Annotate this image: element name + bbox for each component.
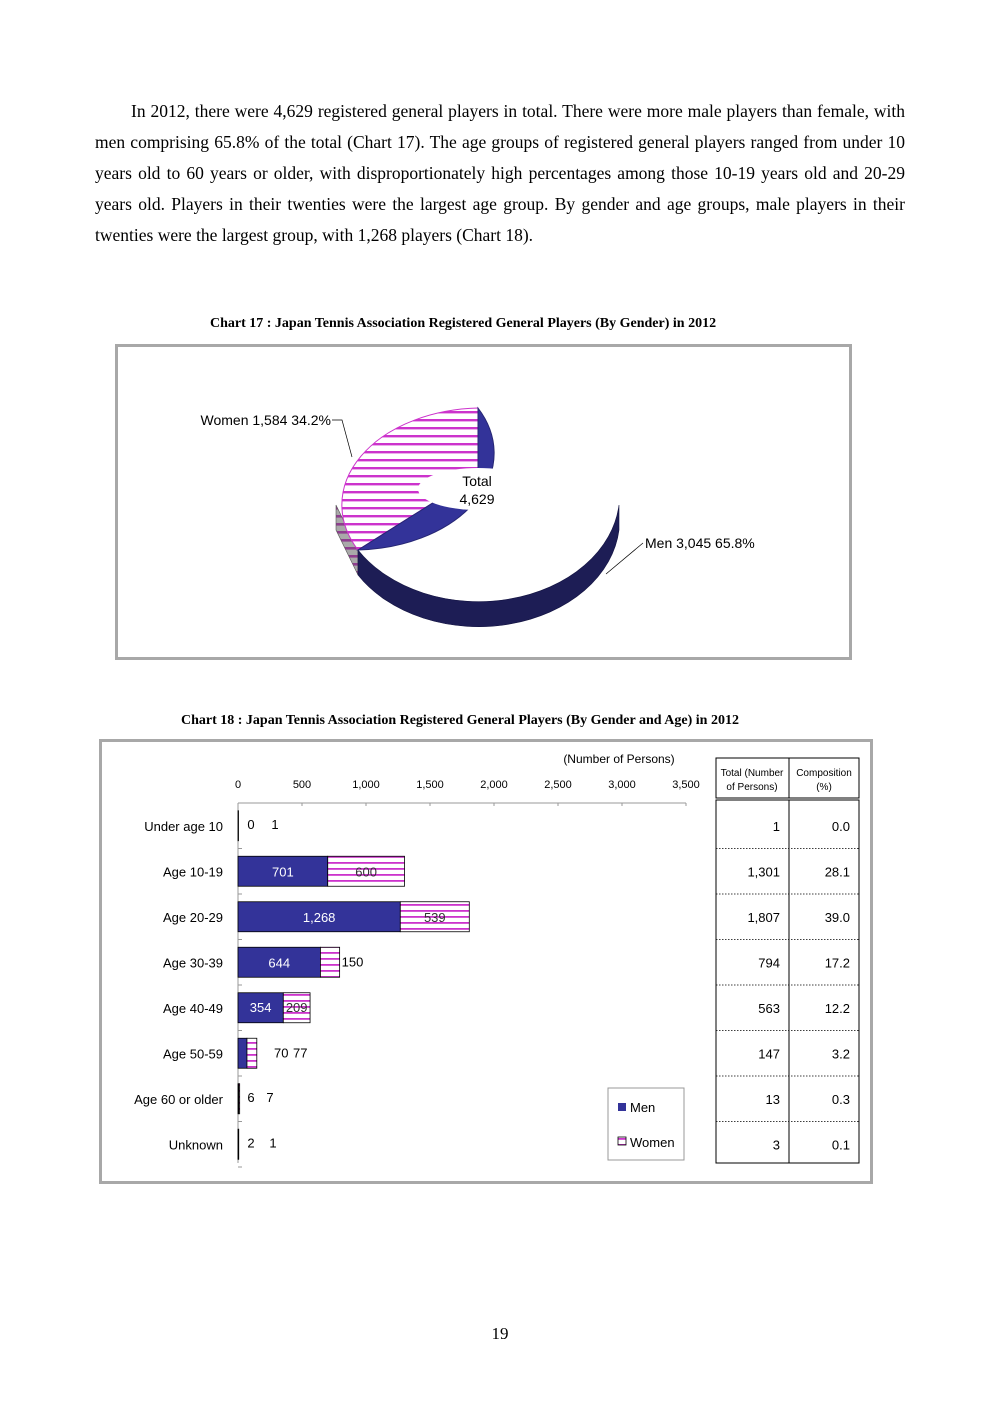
table-total-cell: 147	[758, 1046, 780, 1062]
bar-women	[238, 1129, 239, 1159]
category-label: Age 50-59	[163, 1046, 223, 1062]
chart17-caption: Chart 17 : Japan Tennis Association Registered General Players (By Gender) in 2012	[210, 316, 717, 331]
table-composition-cell: 28.1	[824, 864, 850, 880]
legend-women-label: Women	[630, 1135, 675, 1150]
bar-label-men: 2	[247, 1135, 255, 1151]
bar-women	[320, 947, 339, 977]
bar-label-men: 70	[274, 1045, 289, 1061]
donut-total-value: 4,629	[459, 491, 495, 507]
table-header-comp-line1: Composition	[796, 768, 852, 779]
legend-men-swatch	[618, 1103, 626, 1111]
bar-women	[238, 811, 239, 841]
x-tick-label: 1,000	[352, 779, 380, 791]
table-header-total-line2: of Persons)	[726, 782, 778, 793]
bar-label-men: 1,268	[302, 909, 336, 925]
x-tick-label: 2,500	[544, 779, 572, 791]
page-number: 19	[491, 1324, 509, 1343]
bar-label-women: 7	[266, 1089, 274, 1105]
unit-label: (Number of Persons)	[563, 752, 675, 766]
bar-label-men: 701	[272, 864, 294, 880]
category-label: Age 30-39	[163, 955, 223, 971]
table-composition-cell: 0.1	[831, 1137, 850, 1153]
table-total-cell: 1,301	[747, 864, 780, 880]
table-total-cell: 13	[765, 1091, 780, 1107]
bar-label-women: 150	[341, 954, 364, 970]
totals-table	[716, 758, 859, 1163]
bar-label-women: 77	[293, 1045, 308, 1061]
table-header-comp-line2: (%)	[816, 782, 832, 793]
table-total-cell: 563	[758, 1000, 780, 1016]
women-leader-line	[332, 420, 352, 457]
category-label: Age 20-29	[163, 909, 223, 925]
x-tick-label: 3,000	[608, 779, 636, 791]
bar-label-women: 1	[269, 1135, 277, 1151]
legend-women-swatch	[618, 1137, 626, 1145]
women-data-label: Women 1,584 34.2%	[200, 412, 331, 428]
body-paragraph: In 2012, there were 4,629 registered general players in total. There were more male players than female, with men comprising 65.8% of the total (Chart 17). The age groups of registered general players ranged from under 10 years old to 60 years or older, with disproportionately high percentages among those 10-19 years old and 20-29 years old. Players in their twenties were the largest age group. By gender and age groups, male players in their twenties were the largest group, with 1,268 players (Chart 18).	[95, 101, 905, 245]
category-label: Unknown	[168, 1137, 223, 1153]
bar-label-men: 644	[268, 955, 291, 971]
chart17-frame	[115, 344, 852, 660]
category-label: Age 60 or older	[134, 1091, 223, 1107]
bars	[238, 811, 469, 1160]
table-total-cell: 1,807	[747, 909, 780, 925]
category-label: Under age 10	[144, 818, 223, 834]
category-label: Age 40-49	[163, 1000, 223, 1016]
table-total-cell: 1	[772, 818, 780, 834]
chart18-caption: Chart 18 : Japan Tennis Association Registered General Players (By Gender and Age) in 2012	[181, 713, 739, 728]
bar-men	[238, 1038, 247, 1068]
x-tick-label: 0	[234, 779, 242, 791]
table-composition-cell: 12.2	[824, 1000, 850, 1016]
legend-men-label: Men	[630, 1100, 656, 1115]
bar-women	[239, 1084, 240, 1114]
x-tick-label: 2,000	[480, 779, 508, 791]
bar-label-women: 1	[271, 816, 279, 832]
bar-women	[247, 1038, 257, 1068]
table-total-cell: 3	[772, 1137, 780, 1153]
table-composition-cell: 0.3	[831, 1091, 850, 1107]
bar-label-men: 0	[247, 816, 255, 832]
men-data-label: Men 3,045 65.8%	[645, 535, 755, 551]
bar-label-men: 354	[249, 999, 272, 1015]
table-body-border	[716, 800, 859, 1163]
bar-label-women: 209	[285, 999, 308, 1015]
bar-label-women: 539	[423, 909, 446, 925]
table-total-cell: 794	[758, 955, 780, 971]
category-label: Age 10-19	[163, 864, 223, 880]
x-tick-label: 500	[292, 779, 312, 791]
table-composition-cell: 39.0	[824, 909, 850, 925]
chart18-svg	[102, 742, 870, 1181]
table-header-total-line1: Total (Number	[720, 768, 784, 779]
donut-total-label: Total	[462, 473, 492, 489]
chart18-frame	[99, 739, 873, 1184]
bar-label-women: 600	[355, 864, 377, 880]
table-composition-cell: 17.2	[824, 955, 850, 971]
chart17-svg	[118, 347, 849, 657]
x-tick-labels	[235, 779, 700, 806]
table-composition-cell: 3.2	[831, 1046, 850, 1062]
category-labels	[134, 819, 224, 1153]
x-tick-label: 3,500	[672, 779, 700, 791]
table-rows	[716, 819, 859, 1153]
bar-label-men: 6	[247, 1089, 255, 1105]
table-composition-cell: 0.0	[831, 818, 850, 834]
x-tick-label: 1,500	[416, 779, 444, 791]
